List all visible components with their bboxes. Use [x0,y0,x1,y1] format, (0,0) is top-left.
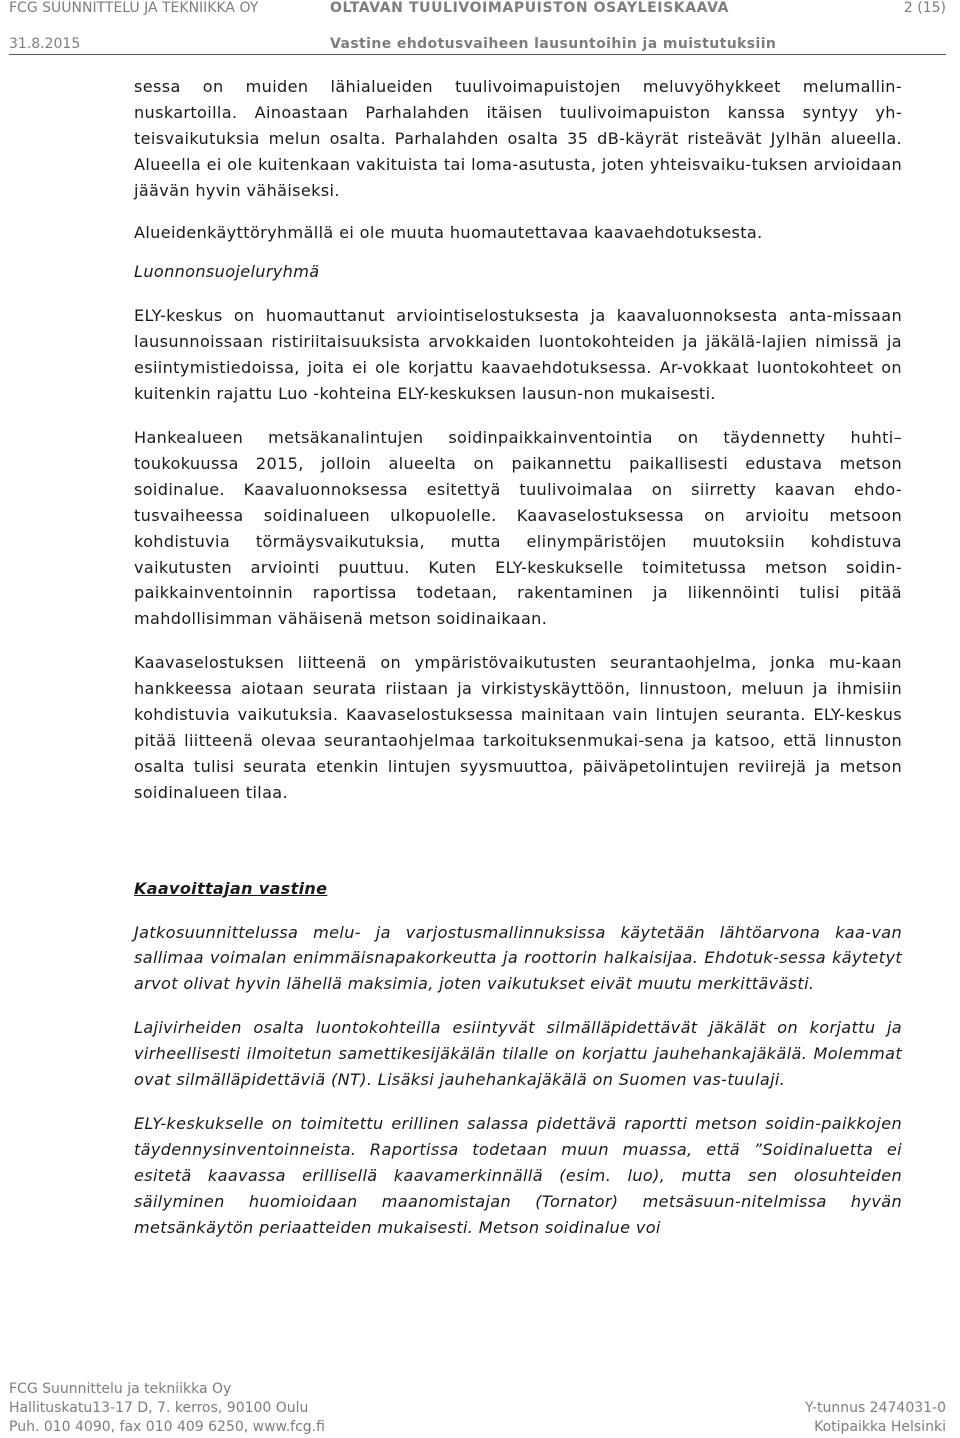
footer-contact: Puh. 010 4090, fax 010 409 6250, www.fcg.fi [9,1419,325,1435]
header-row-bottom [9,34,946,54]
header-date: 31.8.2015 [9,36,81,52]
header-divider [9,54,946,55]
header-page-number: 2 (15) [903,0,946,16]
header-company: FCG SUUNNITTELU JA TEKNIIKKA OY [9,0,259,16]
paragraph-monitoring-program: Kaavaselostuksen liitteenä on ympäristövaikutusten seurantaohjelma, jonka mu-kaan hankkeessa aiotaan seurata riistaan ja virkistyskäyttöön, linnustoon, meluun ja ihmisiin kohdistuvia vaikutuksia. Kaavaselostuksessa mainitaan vain lintujen seuranta. ELY-keskus pitää liitteenä olevaa seurantaohjelmaa tarkoituksenmukai-sena ja katsoo, että linnuston osalta tulisi seurata etenkin lintujen syysmuuttoa, päiväpetolintujen reviirejä ja metson soidinalueen tilaa. [134,653,902,802]
document-body [134,74,902,1241]
header-row-top [9,0,946,18]
paragraph-capercaillie-lek: Hankealueen metsäkanalintujen soidinpaikkainventointia on täydennetty huhti– toukokuussa 2015, jolloin alueelta on paikannettu paikallisesti edustava metson soidinalue. Kaavaluonnoksessa esitettyä tuulivoimalaa on siirretty kaavan ehdo-tusvaiheessa soidinalueen ulkopuolelle. Kaavaselostuksessa on arvioitu metsoon kohdistuvia törmäysvaikutuksia, mutta elinympäristöjen muutoksiin kohdistuva vaikutusten arviointi puuttuu. Kuten ELY-keskukselle toimitetussa metson soidin-paikkainventoinnin raportissa todetaan, rakentaminen ja liikennöinti tulisi pitää mahdollisimman vähäisenä metson soidinaikaan. [134,427,902,629]
paragraph-noise-summary: sessa on muiden lähialueiden tuulivoimapuistojen meluvyöhykkeet melumallin-nuskartoilla. Ainoastaan Parhalahden itäisen tuulivoimapuiston kanssa syntyy yh-teisvaikutuksia melun osalta. Parhalahden osalta 35 dB-käyrät risteävät Jylhän alueella. Alueella ei ole kuitenkaan vakituista tai loma-asutusta, joten yhteisvaiku-tuksen arvioidaan jäävän hyvin vähäiseksi. [134,77,902,200]
response-paragraph-capercaillie: ELY-keskukselle on toimitettu erillinen salassa pidettävä raportti metson soidin-paikkojen täydennysinventoinneista. Raportissa todetaan muun muassa, että ”Soidinaluetta ei esitetä kaavassa erillisellä kaavamerkinnällä (esim. luo), mutta sen olosuhteiden säilyminen huomioidaan maanomistajan (Tornator) metsäsuun-nitelmissa hyvän metsänkäytön periaatteiden mukaisesti. Metson soidinalue voi [134,1114,902,1237]
footer-domicile: Kotipaikka Helsinki [814,1419,946,1435]
response-paragraph-lichens: Lajivirheiden osalta luontokohteilla esiintyvät silmälläpidettävät jäkälät on korjattu ja virheellisesti ilmoitetun samettikesijäkälän tilalle on korjattu jauhehankajäkälä. Molemmat ovat silmälläpidettäviä (NT). Lisäksi jauhehankajäkälä on Suomen vas-tuulaji. [134,1018,902,1090]
footer-company: FCG Suunnittelu ja tekniikka Oy [9,1381,232,1397]
header-subtitle: Vastine ehdotusvaiheen lausuntoihin ja muistutuksiin [330,36,777,52]
footer-left [9,1380,325,1437]
response-heading: Kaavoittajan vastine [134,878,328,898]
header-document-title: OLTAVAN TUULIVOIMAPUISTON OSAYLEISKAAVA [330,0,730,16]
response-paragraph-noise: Jatkosuunnittelussa melu- ja varjostusmallinnuksissa käytetään lähtöarvona kaa-van sallimaa voimalan enimmäisnapakorkeutta ja roottorin halkaisijaa. Ehdotuk-sessa käytetyt arvot olivat hyvin lähellä maksimia, joten vaikutukset eivät muutu merkittävästi. [134,922,902,994]
paragraph-ely-remarks: ELY-keskus on huomauttanut arviointiselostuksesta ja kaavaluonnoksesta anta-missaan lausunnoissaan ristiriitaisuuksista arvokkaiden luontokohteiden ja jäkälä-lajien nimissä ja esiintymistiedoissa, joita ei ole korjattu kaavaehdotuksessa. Ar-vokkaat luontokohteet on kuitenkin rajattu Luo -kohteina ELY-keskuksen lausun-non mukaisesti. [134,306,902,404]
paragraph-land-use-group: Alueidenkäyttöryhmällä ei ole muuta huomautettavaa kaavaehdotuksesta. [134,222,763,242]
footer-business-id: Y-tunnus 2474031-0 [805,1400,946,1416]
footer-right [805,1399,946,1437]
footer-address: Hallituskatu13-17 D, 7. kerros, 90100 Oulu [9,1400,309,1416]
subheading-nature-protection: Luonnonsuojeluryhmä [134,262,320,282]
